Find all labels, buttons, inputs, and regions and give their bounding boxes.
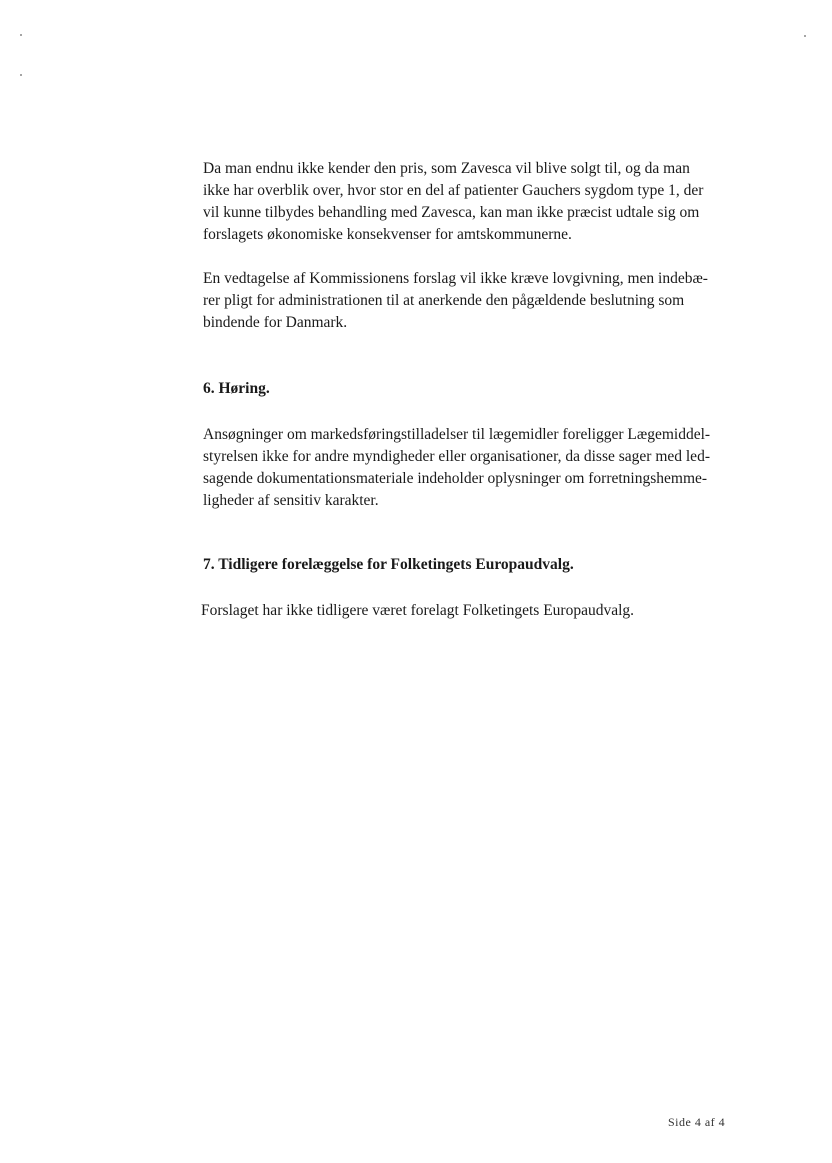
paragraph-european-committee [201,600,758,622]
text-line: sagende dokumentationsmateriale indeholder oplysninger om forretningshemme- [203,470,708,487]
text-line: forslagets økonomiske konsekvenser for amtskommunerne. [203,226,572,243]
paragraph-pricing [203,158,758,246]
text-line: Ansøgninger om markedsføringstilladelser til lægemidler foreligger Lægemiddel- [203,426,711,443]
text-line: vil kunne tilbydes behandling med Zavesca, kan man ikke præcist udtale sig om [203,204,700,221]
section-heading-european-committee: 7. Tidligere forelæggelse for Folketingets Europaudvalg. [203,556,574,573]
scan-speck [804,35,806,37]
text-line: Da man endnu ikke kender den pris, som Zavesca vil blive solgt til, og da man [203,160,690,177]
paragraph-legislation [203,268,758,334]
page-number: Side 4 af 4 [668,1115,726,1129]
text-line: Forslaget har ikke tidligere været forelagt Folketingets Europaudvalg. [201,602,635,619]
scan-speck [20,74,22,76]
section-heading-hearing: 6. Høring. [203,380,270,397]
paragraph-hearing [203,424,758,512]
text-line: styrelsen ikke for andre myndigheder eller organisationer, da disse sager med led- [203,448,710,465]
text-line: bindende for Danmark. [203,314,348,331]
text-line: rer pligt for administrationen til at anerkende den pågældende beslutning som [203,292,685,309]
document-body [203,158,758,622]
text-line: En vedtagelse af Kommissionens forslag vil ikke kræve lovgivning, men indebæ- [203,270,708,287]
scan-speck [20,34,22,36]
text-line: ligheder af sensitiv karakter. [203,492,379,509]
text-line: ikke har overblik over, hvor stor en del af patienter Gauchers sygdom type 1, der [203,182,704,199]
